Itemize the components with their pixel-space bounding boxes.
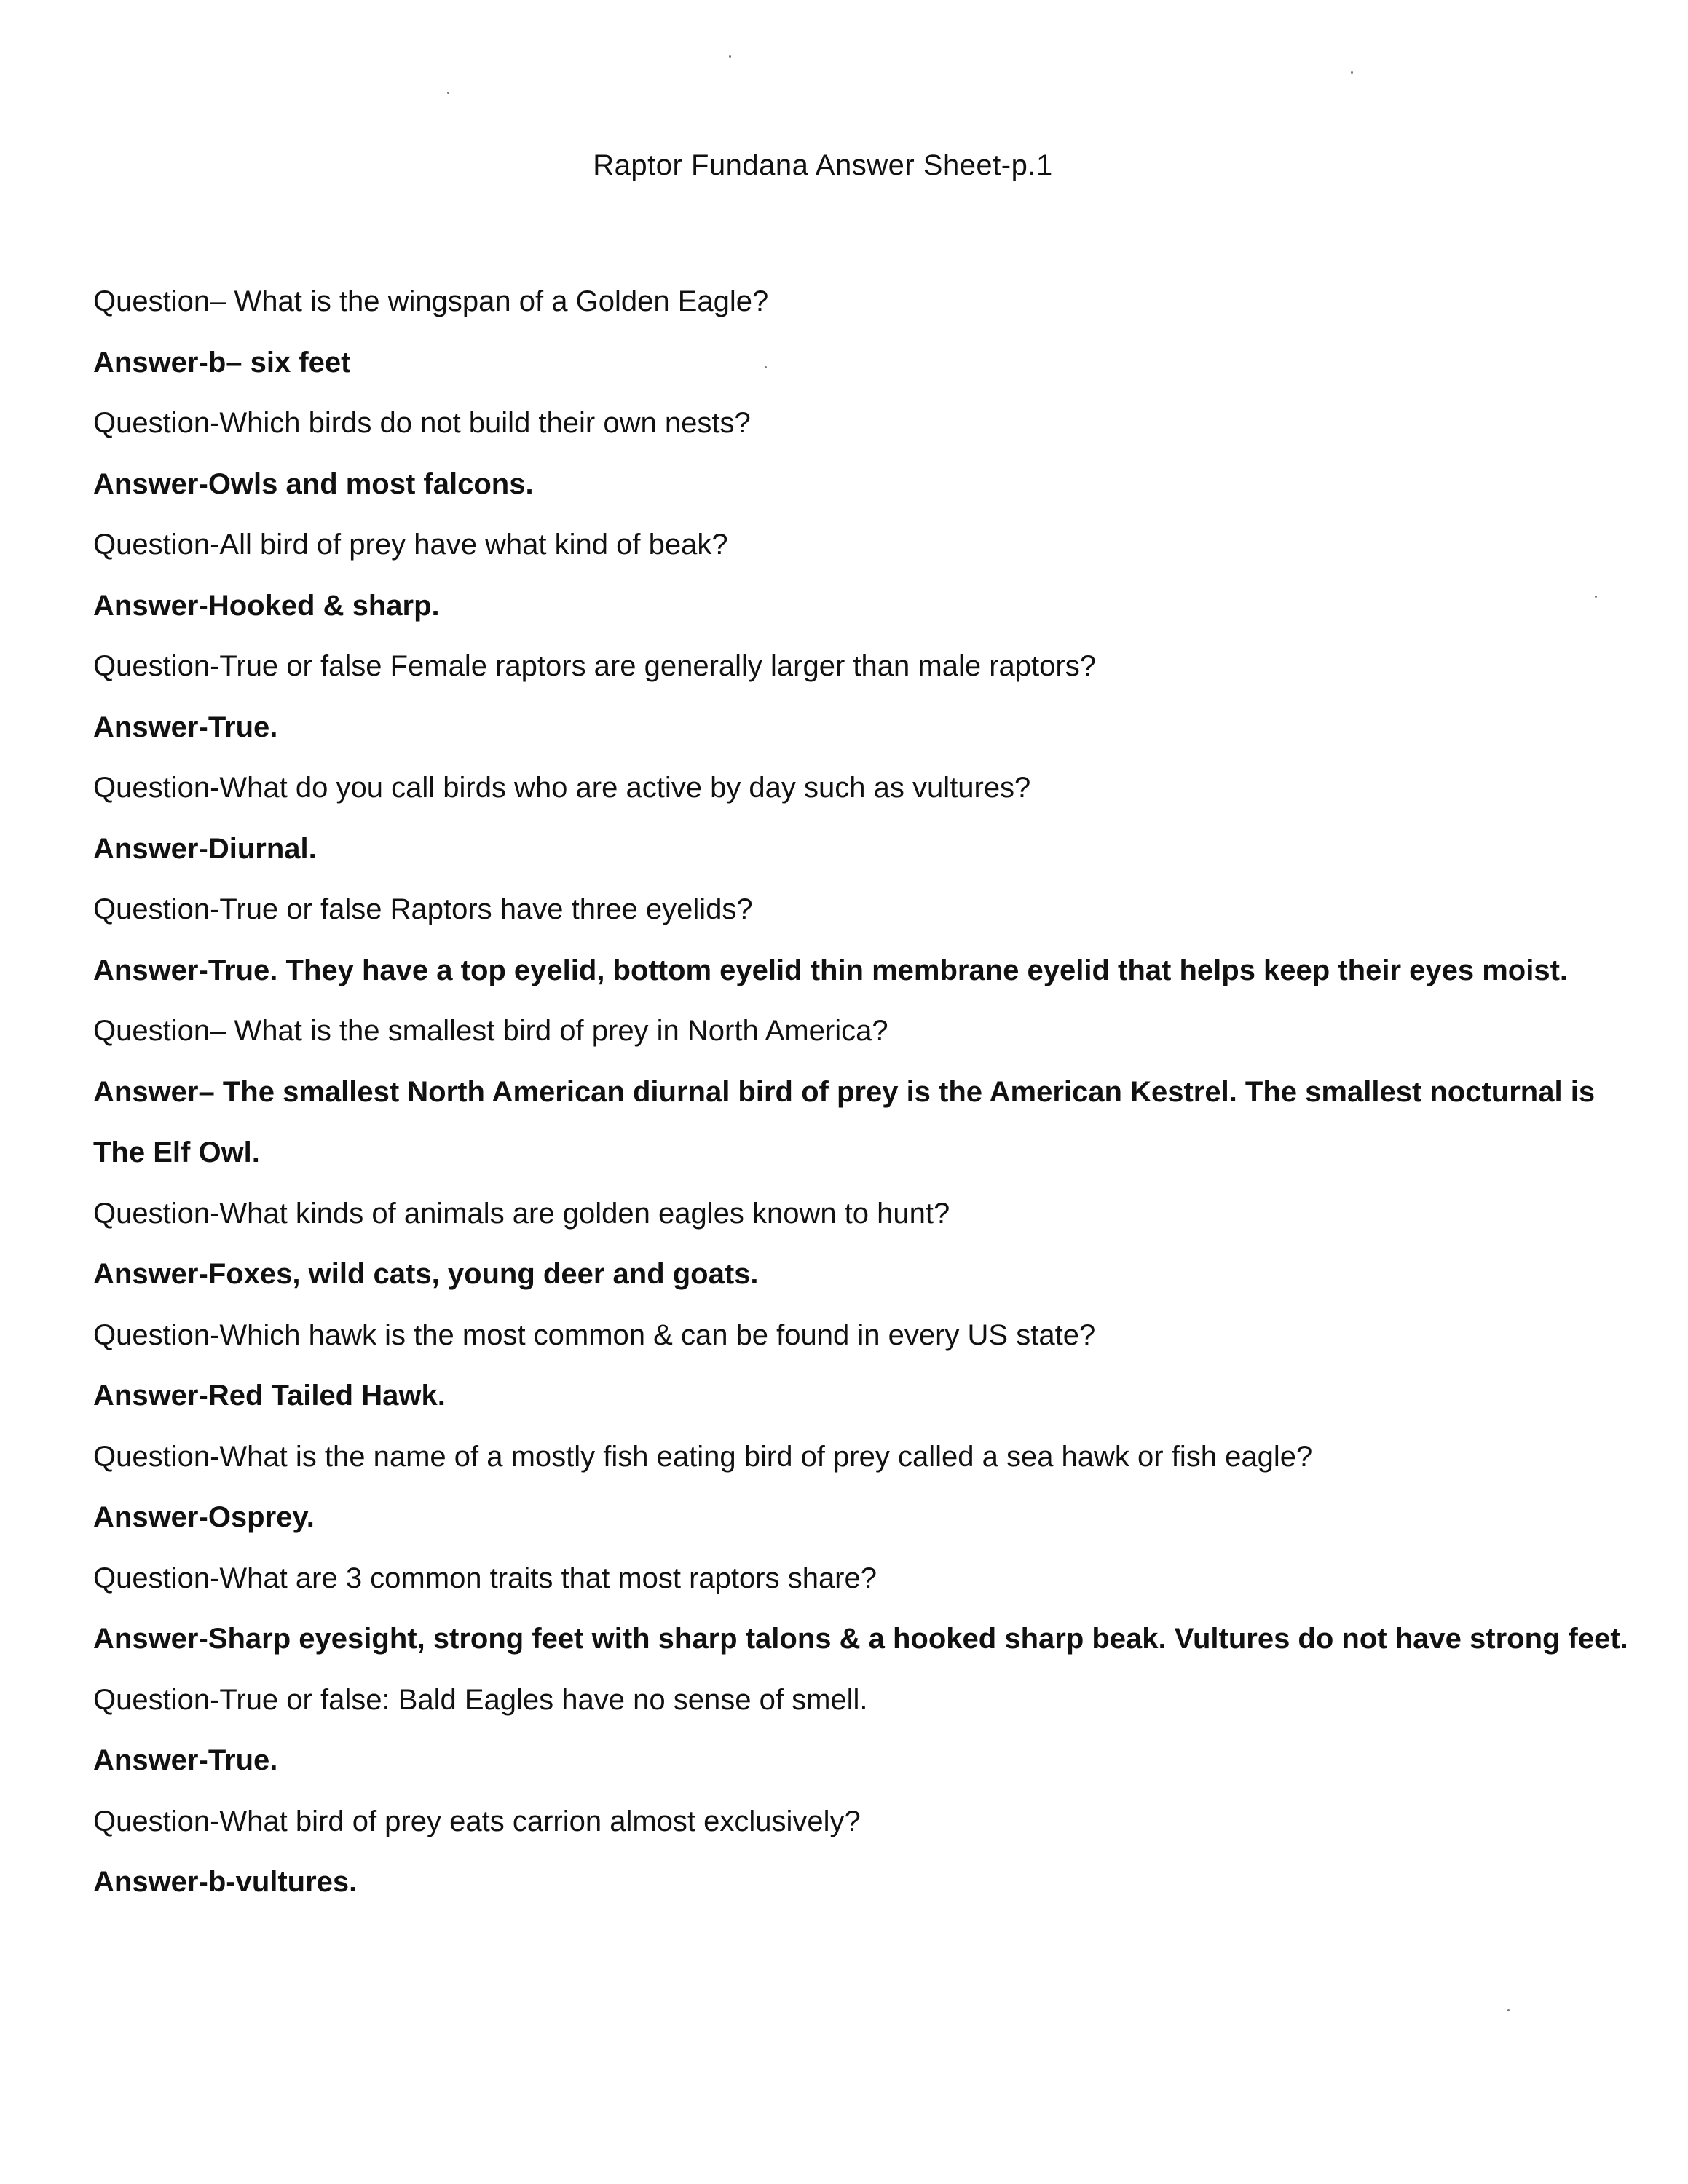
answer-line: Answer– The smallest North American diurnal bird of prey is the American Kestrel. The smallest nocturnal is xyxy=(93,1075,1596,1108)
answer-line-continued: The Elf Owl. xyxy=(93,1136,260,1168)
answer-line: Answer-Hooked & sharp. xyxy=(93,589,440,622)
page-title: Raptor Fundana Answer Sheet-p.1 xyxy=(593,149,1053,181)
answer-line: Answer-Foxes, wild cats, young deer and goats. xyxy=(93,1258,759,1290)
question-line: Question-Which hawk is the most common & can be found in every US state? xyxy=(93,1318,1096,1351)
question-line: Question-Which birds do not build their own nests? xyxy=(93,407,751,439)
answer-line: Answer-b– six feet xyxy=(93,346,351,379)
answer-line: Answer-True. They have a top eyelid, bottom eyelid thin membrane eyelid that helps keep their eyes moist. xyxy=(93,954,1569,986)
scan-speck xyxy=(729,55,731,58)
answer-line: Answer-Owls and most falcons. xyxy=(93,467,534,500)
question-line: Question-What kinds of animals are golden eagles known to hunt? xyxy=(93,1197,950,1230)
question-line: Question-What is the name of a mostly fish eating bird of prey called a sea hawk or fish eagle? xyxy=(93,1440,1313,1473)
scan-speck xyxy=(1507,2009,1510,2011)
answer-line: Answer-True. xyxy=(93,711,278,743)
answer-line: Answer-Sharp eyesight, strong feet with sharp talons & a hooked sharp beak. Vultures do not have strong feet. xyxy=(93,1623,1628,1655)
qa-list xyxy=(93,272,1630,1913)
question-line: Question-All bird of prey have what kind of beak? xyxy=(93,529,728,561)
scan-speck xyxy=(1595,596,1597,598)
answer-line: Answer-Diurnal. xyxy=(93,832,317,865)
scan-speck xyxy=(1351,71,1353,74)
question-line: Question-What bird of prey eats carrion almost exclusively? xyxy=(93,1805,861,1837)
answer-line: Answer-Red Tailed Hawk. xyxy=(93,1380,446,1412)
question-line: Question-True or false Female raptors are generally larger than male raptors? xyxy=(93,650,1096,682)
question-line: Question– What is the smallest bird of prey in North America? xyxy=(93,1015,888,1047)
answer-line: Answer-Osprey. xyxy=(93,1501,315,1533)
question-line: Question-True or false Raptors have three eyelids? xyxy=(93,893,753,925)
scan-speck xyxy=(447,92,449,94)
scan-speck xyxy=(765,366,767,368)
question-line: Question-What are 3 common traits that most raptors share? xyxy=(93,1562,877,1594)
question-line: Question-True or false: Bald Eagles have no sense of smell. xyxy=(93,1683,868,1716)
answer-line: Answer-b-vultures. xyxy=(93,1866,358,1898)
question-line: Question-What do you call birds who are active by day such as vultures? xyxy=(93,772,1031,804)
answer-line: Answer-True. xyxy=(93,1744,278,1776)
question-line: Question– What is the wingspan of a Golden Eagle? xyxy=(93,285,769,317)
